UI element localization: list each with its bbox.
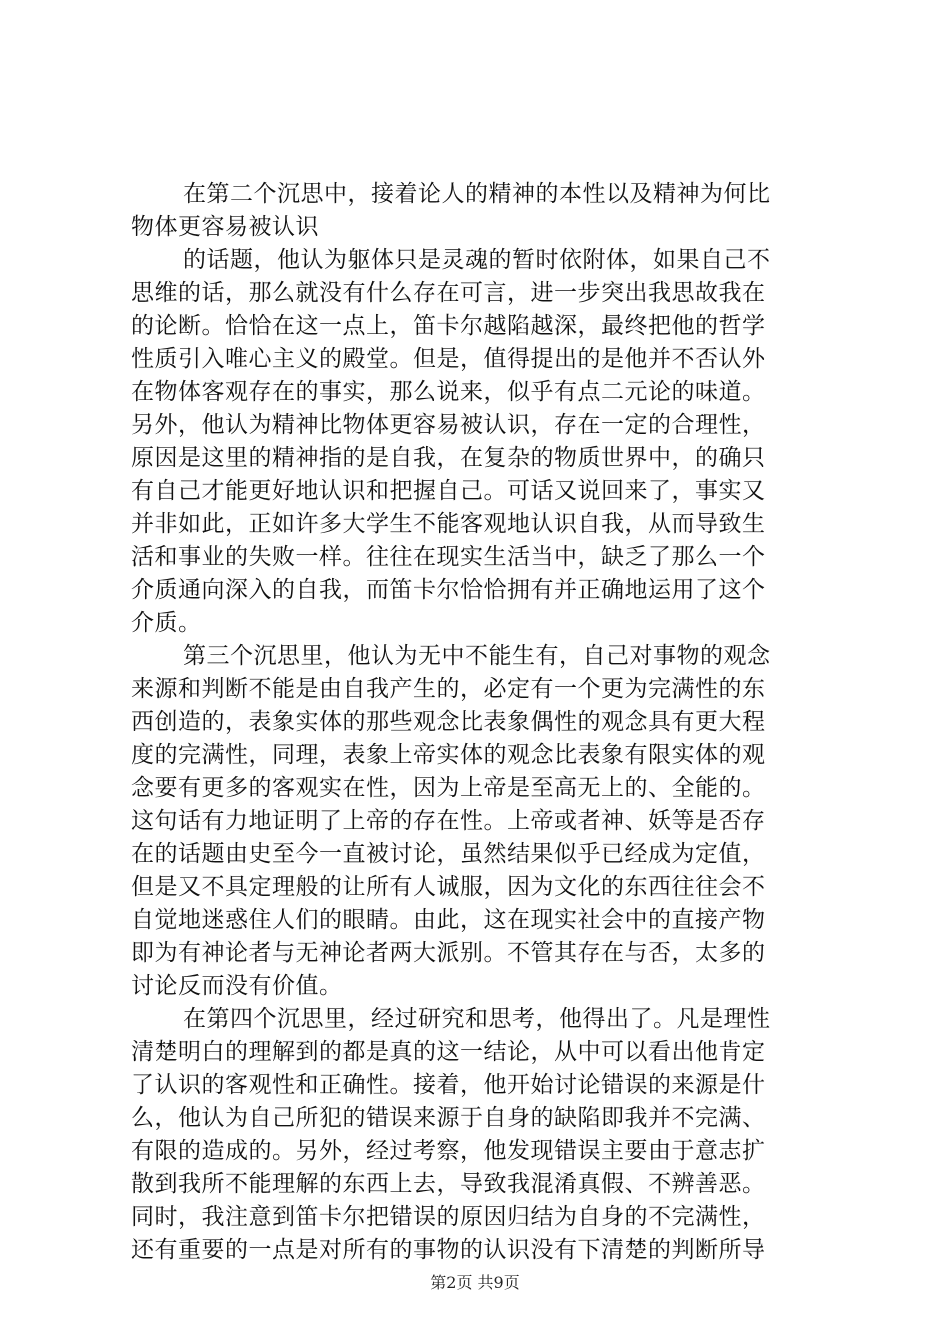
text-line: 还有重要的一点是对所有的事物的认识没有下清楚的判断所导	[131, 1237, 766, 1263]
text-line: 散到我所不能理解的东西上去，导致我混淆真假、不辨善恶。	[131, 1171, 766, 1197]
text-line: 的话题，他认为躯体只是灵魂的暂时依附体，如果自己不	[183, 247, 771, 273]
text-line: 原因是这里的精神指的是自我，在复杂的物质世界中，的确只	[131, 445, 766, 471]
text-line: 西创造的，表象实体的那些观念比表象偶性的观念具有更大程	[131, 709, 766, 735]
text-line: 有自己才能更好地认识和把握自己。可话又说回来了，事实又	[131, 478, 766, 504]
text-line: 这句话有力地证明了上帝的存在性。上帝或者神、妖等是否存	[131, 808, 766, 834]
text-line: 在的话题由史至今一直被讨论，虽然结果似乎已经成为定值，	[131, 841, 766, 867]
text-line: 在第四个沉思里，经过研究和思考，他得出了。凡是理性	[183, 1006, 771, 1032]
text-line: 在第二个沉思中，接着论人的精神的本性以及精神为何比	[183, 181, 771, 207]
text-line: 来源和判断不能是由自我产生的，必定有一个更为完满性的东	[131, 676, 766, 702]
text-line: 么，他认为自己所犯的错误来源于自身的缺陷即我并不完满、	[131, 1105, 766, 1131]
text-line: 性质引入唯心主义的殿堂。但是，值得提出的是他并不否认外	[131, 346, 766, 372]
text-line: 介质。	[131, 610, 202, 636]
page-number-footer: 第2页 共9页	[430, 1273, 520, 1292]
text-line: 介质通向深入的自我，而笛卡尔恰恰拥有并正确地运用了这个	[131, 577, 766, 603]
document-body	[131, 178, 833, 1267]
text-line: 了认识的客观性和正确性。接着，他开始讨论错误的来源是什	[131, 1072, 766, 1098]
text-line: 有限的造成的。另外，经过考察，他发现错误主要由于意志扩	[131, 1138, 766, 1164]
text-line: 另外，他认为精神比物体更容易被认识，存在一定的合理性，	[131, 412, 766, 438]
text-line: 同时，我注意到笛卡尔把错误的原因归结为自身的不完满性，	[131, 1204, 766, 1230]
text-line: 自觉地迷惑住人们的眼睛。由此，这在现实社会中的直接产物	[131, 907, 766, 933]
text-line: 在物体客观存在的事实，那么说来，似乎有点二元论的味道。	[131, 379, 766, 405]
text-line: 第三个沉思里，他认为无中不能生有，自己对事物的观念	[183, 643, 771, 669]
text-line: 讨论反而没有价值。	[131, 973, 343, 999]
text-line: 的论断。恰恰在这一点上，笛卡尔越陷越深，最终把他的哲学	[131, 313, 766, 339]
text-line: 念要有更多的客观实在性，因为上帝是至高无上的、全能的。	[131, 775, 766, 801]
text-line: 度的完满性，同理，表象上帝实体的观念比表象有限实体的观	[131, 742, 766, 768]
text-line: 并非如此，正如许多大学生不能客观地认识自我，从而导致生	[131, 511, 766, 537]
text-line: 清楚明白的理解到的都是真的这一结论，从中可以看出他肯定	[131, 1039, 766, 1065]
text-line: 活和事业的失败一样。往往在现实生活当中，缺乏了那么一个	[131, 544, 766, 570]
text-line: 但是又不具定理般的让所有人诚服，因为文化的东西往往会不	[131, 874, 766, 900]
text-line: 思维的话，那么就没有什么存在可言，进一步突出我思故我在	[131, 280, 766, 306]
text-line: 即为有神论者与无神论者两大派别。不管其存在与否，太多的	[131, 940, 766, 966]
text-line: 物体更容易被认识	[131, 214, 319, 240]
